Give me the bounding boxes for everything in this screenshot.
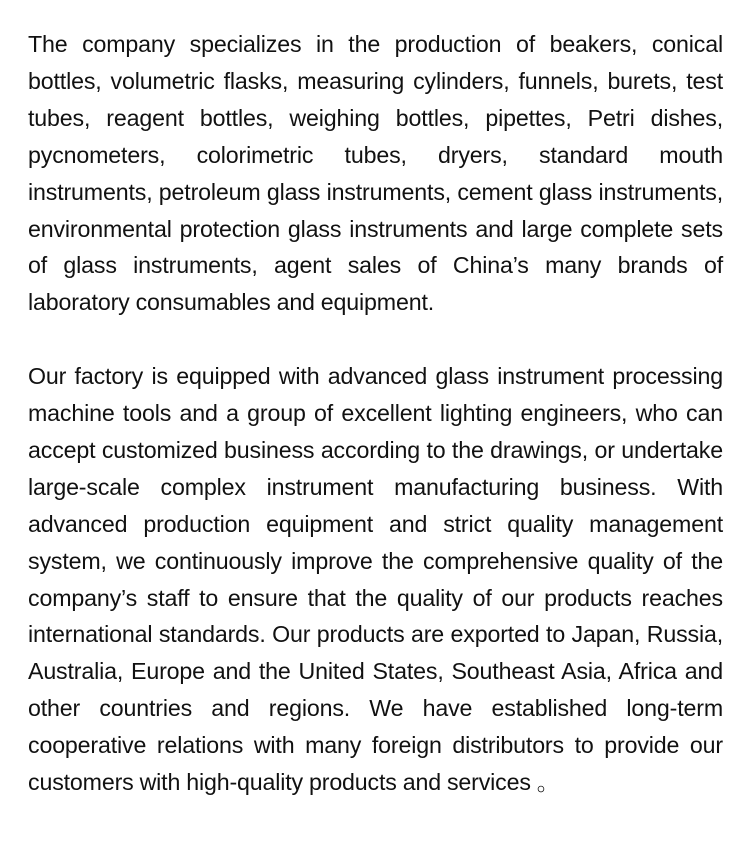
company-products-paragraph: The company specializes in the production of beakers, conical bottles, volumetric flasks, measuring cylinders, funnels, burets, test tubes, reagent bottles, weighing bottles, pipettes, Petri dishes, pycnometers, colorimetric tubes, dryers, standard mouth instruments, petroleum glass instruments, cement glass instruments, environmental protection glass instruments and large complete sets of glass instruments, agent sales of China’s many brands of laboratory consumables and equipment. (28, 31, 723, 316)
factory-capabilities-paragraph: Our factory is equipped with advanced glass instrument processing machine tools and a group of excellent lighting engineers, who can accept customized business according to the drawings, or undertake large-scale complex instrument manufacturing business. With advanced production equipment and strict quality management system, we continuously improve the comprehensive quality of the company’s staff to ensure that the quality of our products reaches international standards. Our products are exported to Japan, Russia, Australia, Europe and the United States, Southeast Asia, Africa and other countries and regions. We have established long-term cooperative relations with many foreign distributors to provide our customers with high-quality products and services 。 (28, 363, 723, 796)
